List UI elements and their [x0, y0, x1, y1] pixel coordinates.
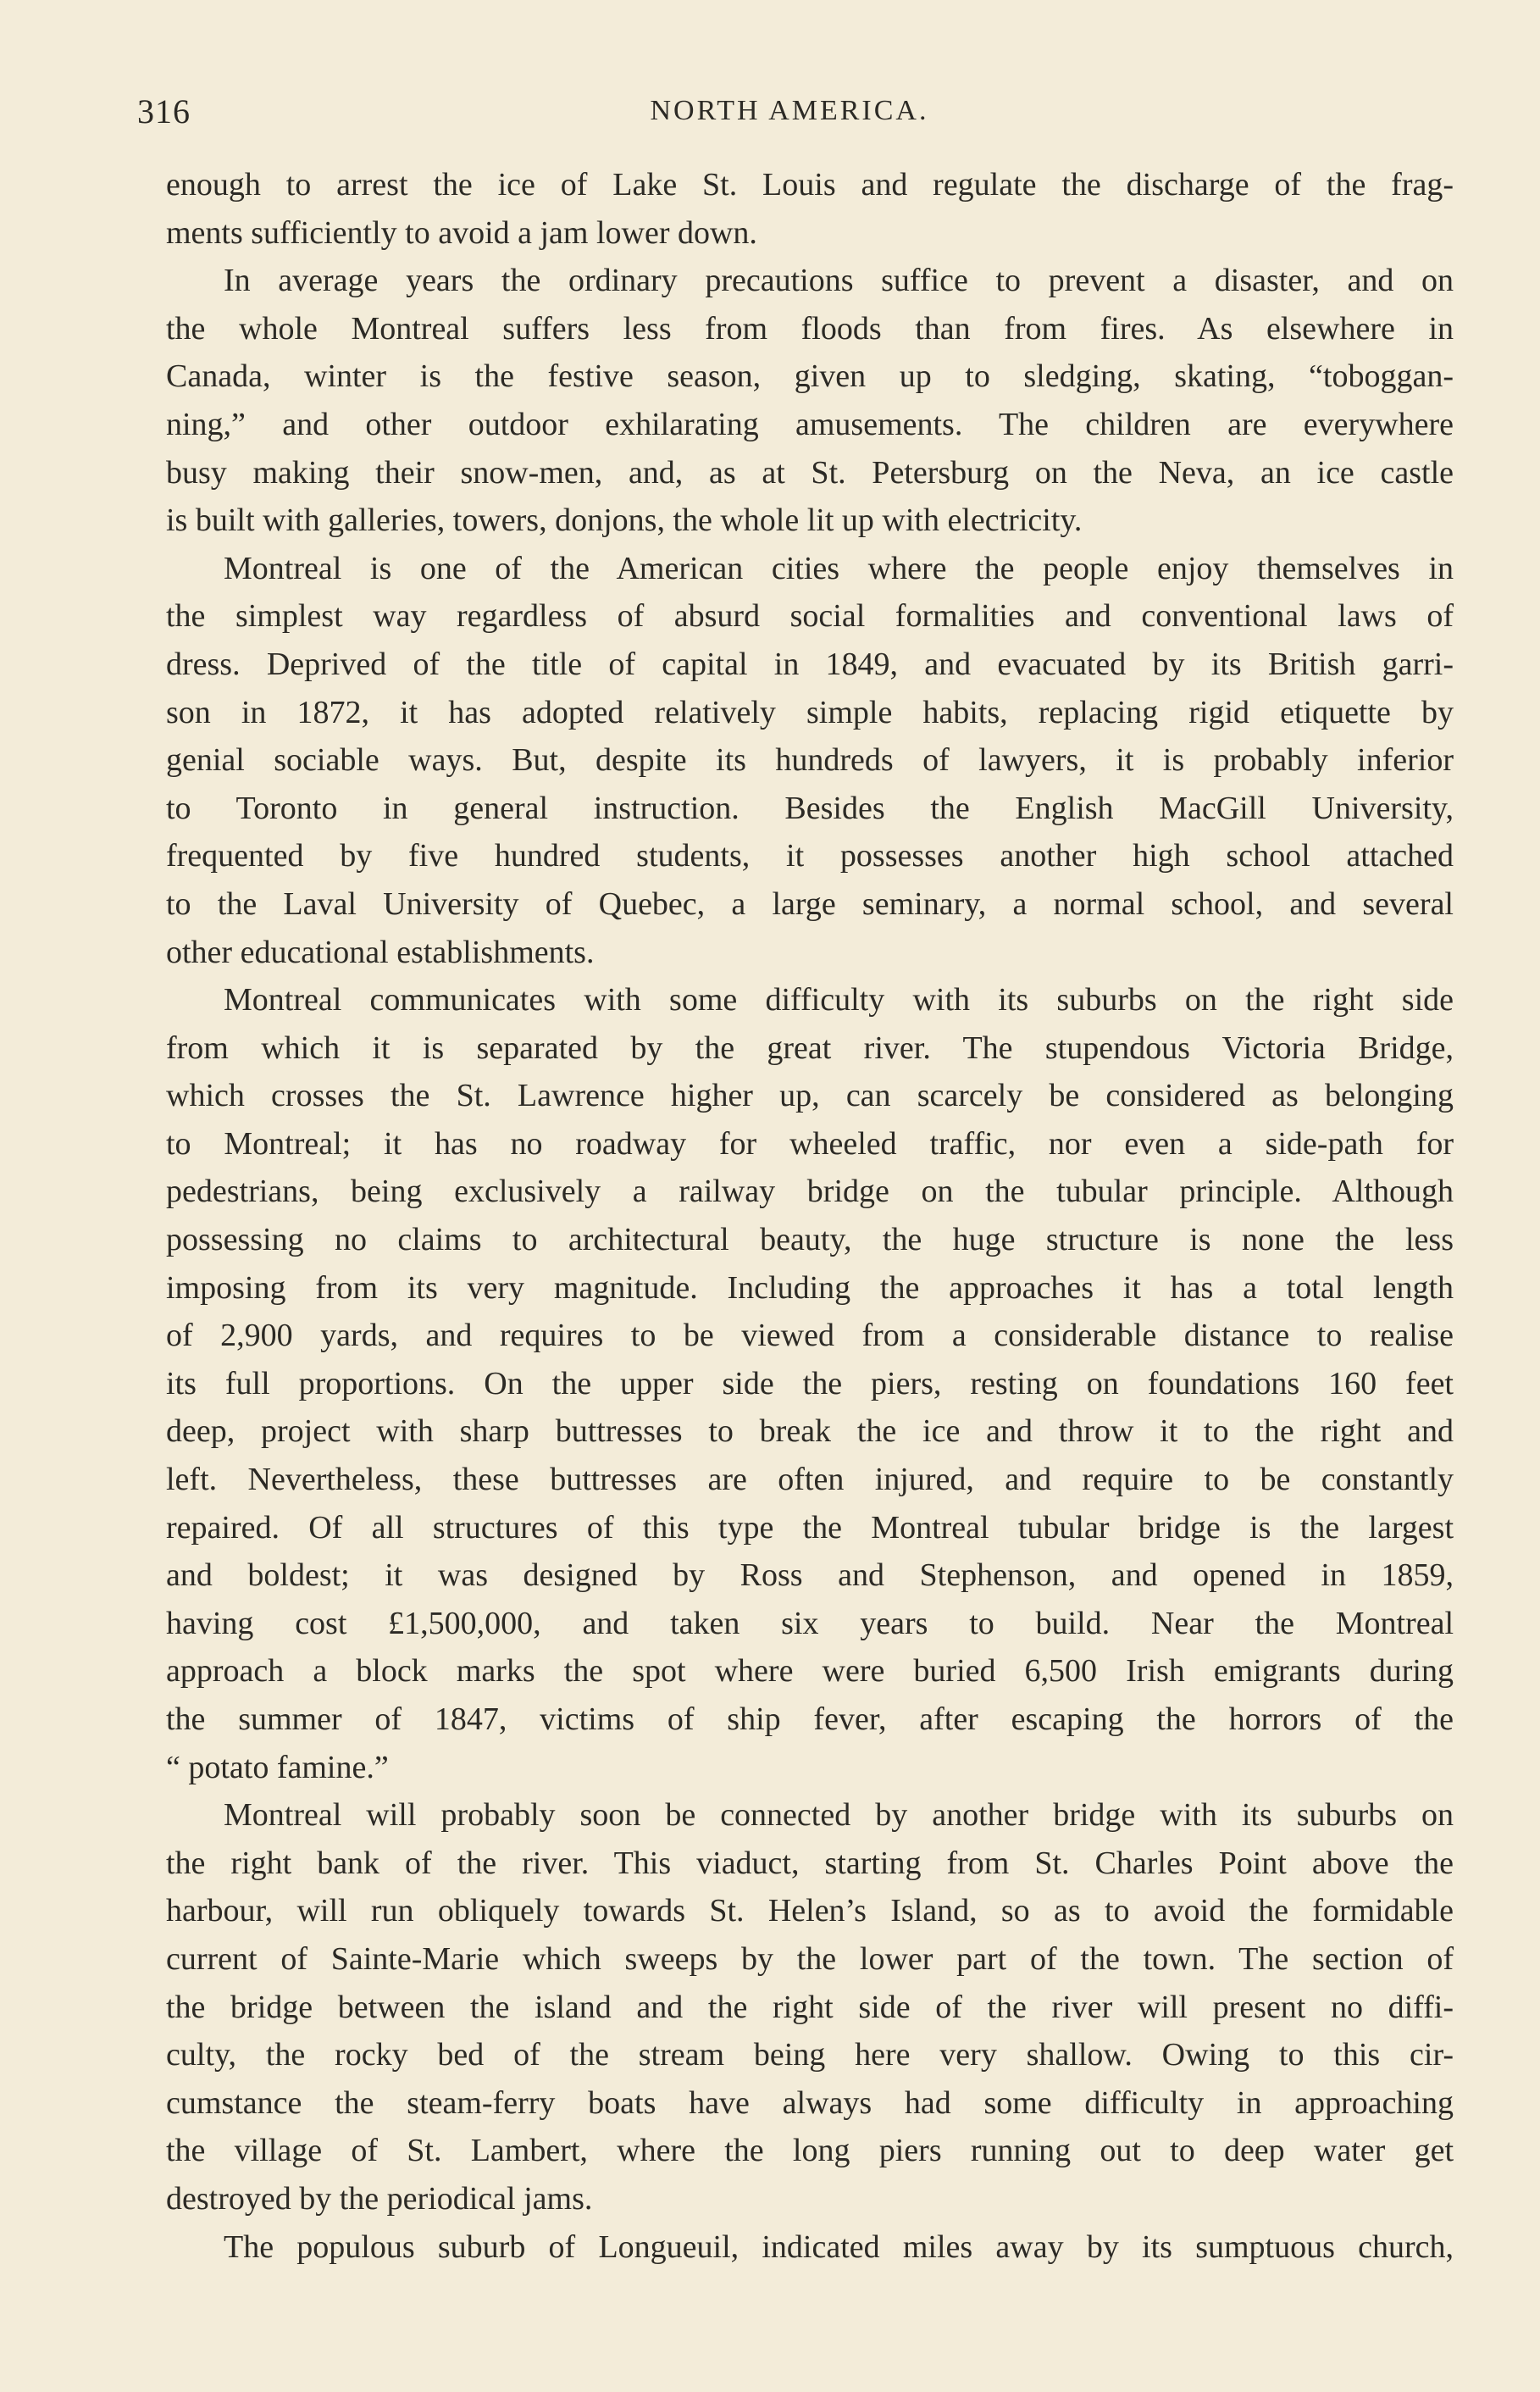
- text-line: enough to arrest the ice of Lake St. Louis and regulate the discharge of the frag-: [166, 167, 1454, 203]
- text-line: having cost £1,500,000, and taken six years to build. Near the Montreal: [166, 1605, 1454, 1641]
- text-line: to Montreal; it has no roadway for wheeled traffic, nor even a side-path for: [166, 1125, 1454, 1162]
- text-line: The populous suburb of Longueuil, indicated miles away by its sumptuous church,: [224, 2228, 1454, 2265]
- text-line: “ potato famine.”: [166, 1749, 389, 1785]
- text-line: In average years the ordinary precautions suffice to prevent a disaster, and on: [224, 263, 1454, 299]
- text-line: ments sufficiently to avoid a jam lower down.: [166, 214, 757, 251]
- text-line: harbour, will run obliquely towards St. Helen’s Island, so as to avoid the formidable: [166, 1893, 1454, 1929]
- text-line: frequented by five hundred students, it possesses another high school attached: [166, 838, 1454, 874]
- page-header: [137, 92, 1442, 142]
- text-line: current of Sainte-Marie which sweeps by the lower part of the town. The section of: [166, 1940, 1454, 1977]
- text-line: from which it is separated by the great river. The stupendous Victoria Bridge,: [166, 1030, 1454, 1066]
- text-line: the bridge between the island and the right side of the river will present no diffi-: [166, 1989, 1454, 2025]
- text-line: the whole Montreal suffers less from floods than from fires. As elsewhere in: [166, 310, 1454, 347]
- text-line: is built with galleries, towers, donjons, the whole lit up with electricity.: [166, 502, 1083, 539]
- text-line: son in 1872, it has adopted relatively simple habits, replacing rigid etiquette by: [166, 694, 1454, 730]
- text-line: and boldest; it was designed by Ross and Stephenson, and opened in 1859,: [166, 1557, 1454, 1594]
- text-line: its full proportions. On the upper side the piers, resting on foundations 160 feet: [166, 1365, 1454, 1401]
- page-number: 316: [137, 92, 191, 130]
- text-line: repaired. Of all structures of this type the Montreal tubular bridge is the largest: [166, 1509, 1454, 1546]
- text-line: of 2,900 yards, and requires to be viewed from a considerable distance to realise: [166, 1318, 1454, 1354]
- text-line: pedestrians, being exclusively a railway bridge on the tubular principle. Although: [166, 1174, 1454, 1210]
- text-line: possessing no claims to architectural beauty, the huge structure is none the less: [166, 1222, 1454, 1258]
- text-line: the village of St. Lambert, where the long piers running out to deep water get: [166, 2133, 1454, 2169]
- text-line: imposing from its very magnitude. Including the approaches it has a total length: [166, 1269, 1454, 1306]
- text-line: destroyed by the periodical jams.: [166, 2180, 593, 2217]
- text-line: to the Laval University of Quebec, a large seminary, a normal school, and several: [166, 885, 1454, 922]
- text-line: culty, the rocky bed of the stream being here very shallow. Owing to this cir-: [166, 2037, 1454, 2073]
- text-line: dress. Deprived of the title of capital in 1849, and evacuated by its British garri-: [166, 646, 1454, 682]
- text-line: Montreal communicates with some difficulty with its suburbs on the right side: [224, 982, 1454, 1018]
- text-line: to Toronto in general instruction. Besides the English MacGill University,: [166, 790, 1454, 826]
- text-line: genial sociable ways. But, despite its hundreds of lawyers, it is probably inferior: [166, 742, 1454, 779]
- text-line: deep, project with sharp buttresses to break the ice and throw it to the right and: [166, 1413, 1454, 1450]
- text-line: ning,” and other outdoor exhilarating amusements. The children are everywhere: [166, 406, 1454, 442]
- body-text: [166, 161, 1454, 2271]
- text-line: the right bank of the river. This viaduct, starting from St. Charles Point above the: [166, 1845, 1454, 1881]
- text-line: Montreal is one of the American cities where the people enjoy themselves in: [224, 550, 1454, 586]
- text-line: approach a block marks the spot where were buried 6,500 Irish emigrants during: [166, 1653, 1454, 1690]
- text-line: the summer of 1847, victims of ship fever, after escaping the horrors of the: [166, 1701, 1454, 1737]
- text-line: left. Nevertheless, these buttresses are often injured, and require to be constantly: [166, 1462, 1454, 1498]
- text-line: which crosses the St. Lawrence higher up, can scarcely be considered as belonging: [166, 1078, 1454, 1114]
- text-line: Canada, winter is the festive season, given up to sledging, skating, “toboggan-: [166, 358, 1454, 395]
- text-line: Montreal will probably soon be connected by another bridge with its suburbs on: [224, 1797, 1454, 1834]
- text-line: the simplest way regardless of absurd social formalities and conventional laws of: [166, 598, 1454, 635]
- running-title: NORTH AMERICA.: [650, 95, 929, 126]
- text-line: cumstance the steam-ferry boats have always had some difficulty in approaching: [166, 2084, 1454, 2121]
- text-line: other educational establishments.: [166, 934, 595, 970]
- text-line: busy making their snow-men, and, as at St. Petersburg on the Neva, an ice castle: [166, 454, 1454, 491]
